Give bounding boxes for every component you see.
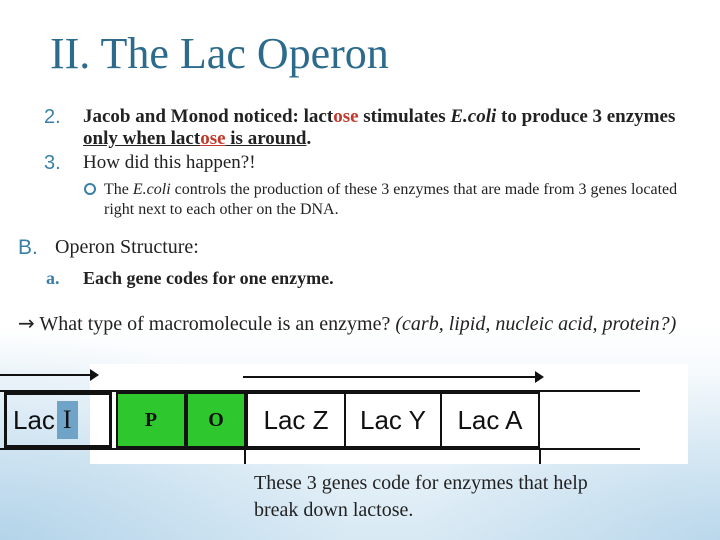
gene-lacz xyxy=(246,392,346,448)
slide-title: II. The Lac Operon xyxy=(50,29,389,78)
operon-diagram xyxy=(0,364,690,464)
underlined-text: only when lact xyxy=(83,128,201,149)
text-segment: Jacob and Monod noticed: lact xyxy=(83,106,334,127)
gene-label: O xyxy=(208,408,224,431)
italic-text: E.coli xyxy=(450,106,497,127)
question-text xyxy=(18,311,678,336)
section-heading: Operon Structure: xyxy=(55,236,199,258)
text-segment: controls the production of these 3 enzymes that are made from 3 genes located right next to each other on the DNA. xyxy=(104,181,678,218)
section-label: B. xyxy=(18,236,38,259)
gene-label: Lac xyxy=(13,404,55,435)
sub-bullet xyxy=(104,180,700,220)
gene-label: Lac Y xyxy=(359,404,426,435)
gene-label-highlight: I xyxy=(57,401,78,439)
arrowhead-icon xyxy=(535,371,544,383)
gene-operator xyxy=(186,392,246,448)
diagram-caption: These 3 genes code for enzymes that help break down lactose. xyxy=(254,472,588,521)
list-item xyxy=(83,106,698,150)
gene-label: P xyxy=(144,408,158,431)
highlight-text: ose xyxy=(200,128,226,149)
item-number: 3. xyxy=(44,152,61,174)
gene-laci xyxy=(4,392,112,448)
list-item: How did this happen?! xyxy=(83,152,256,173)
italic-text: (carb, lipid, nucleic acid, protein?) xyxy=(395,313,677,335)
arrow-icon: → xyxy=(18,311,35,335)
laci-arrow-line xyxy=(0,374,92,376)
text-segment: to produce 3 enzymes xyxy=(496,106,676,127)
text-segment: The xyxy=(104,181,133,198)
highlight-text: ose xyxy=(333,106,359,127)
dna-line xyxy=(0,448,640,450)
text-segment: stimulates xyxy=(358,106,451,127)
italic-text: E.coli xyxy=(132,181,171,198)
text-segment: . xyxy=(306,128,312,149)
gene-label: Lac A xyxy=(457,404,523,435)
bracket-tick xyxy=(244,448,246,464)
operon-arrow-line xyxy=(243,376,537,378)
bullseye-bullet-icon xyxy=(84,183,96,195)
item-number: 2. xyxy=(44,106,61,128)
gene-label: Lac Z xyxy=(263,404,329,435)
text-segment: What type of macromolecule is an enzyme? xyxy=(39,313,396,335)
bracket-tick xyxy=(539,448,541,464)
sub-item: Each gene codes for one enzyme. xyxy=(83,268,334,288)
gene-promoter xyxy=(116,392,186,448)
arrowhead-icon xyxy=(90,369,99,381)
underlined-text: is around xyxy=(225,128,307,149)
sub-label: a. xyxy=(46,268,60,288)
gene-laca xyxy=(440,392,540,448)
gene-lacy xyxy=(344,392,442,448)
